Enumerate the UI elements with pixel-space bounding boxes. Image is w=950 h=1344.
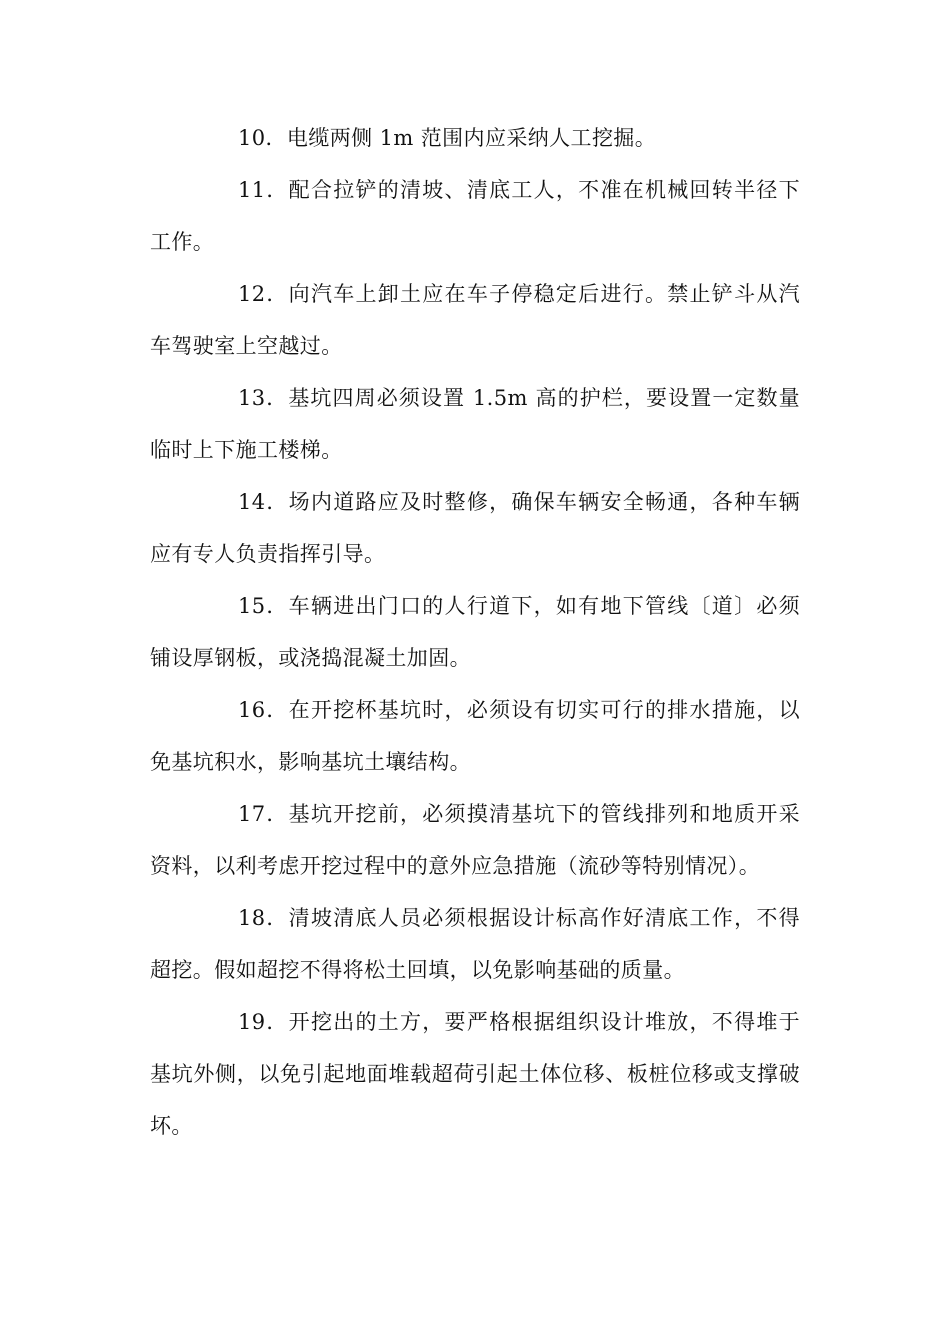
paragraph-text: 车辆进出门口的人行道下，如有地下管线〔道〕必须铺设厚钢板，或浇捣混凝土加固。 — [150, 594, 801, 670]
paragraph-number: 11． — [238, 178, 289, 202]
paragraph-19 — [150, 996, 800, 1152]
paragraph-13 — [150, 372, 800, 476]
paragraph-text: 开挖出的土方，要严格根据组织设计堆放，不得堆于基坑外侧，以免引起地面堆载超荷引起土体位移、板桩位移或支撑破坏。 — [150, 1010, 801, 1138]
paragraph-12 — [150, 268, 800, 372]
paragraph-number: 19． — [238, 1010, 289, 1034]
paragraph-16 — [150, 684, 800, 788]
paragraph-text: 配合拉铲的清坡、清底工人，不准在机械回转半径下工作。 — [150, 178, 801, 254]
paragraph-17 — [150, 788, 800, 892]
paragraph-text: 场内道路应及时整修，确保车辆安全畅通，各种车辆应有专人负责指挥引导。 — [150, 490, 801, 566]
paragraph-number: 12． — [238, 282, 289, 306]
paragraph-text: 基坑四周必须设置 1.5m 高的护栏，要设置一定数量临时上下施工楼梯。 — [150, 386, 801, 462]
paragraph-11 — [150, 164, 800, 268]
paragraph-number: 13． — [238, 386, 289, 410]
paragraph-number: 17． — [238, 802, 289, 826]
paragraph-10 — [150, 112, 800, 164]
paragraph-number: 14． — [238, 490, 289, 514]
document-body — [150, 112, 800, 1152]
paragraph-text: 清坡清底人员必须根据设计标高作好清底工作，不得超挖。假如超挖不得将松土回填，以免影响基础的质量。 — [150, 906, 801, 982]
paragraph-number: 16． — [238, 698, 289, 722]
paragraph-number: 10． — [238, 126, 287, 150]
paragraph-15 — [150, 580, 800, 684]
paragraph-14 — [150, 476, 800, 580]
paragraph-text: 向汽车上卸土应在车子停稳定后进行。禁止铲斗从汽车驾驶室上空越过。 — [150, 282, 801, 358]
paragraph-18 — [150, 892, 800, 996]
paragraph-number: 18． — [238, 906, 289, 930]
paragraph-text: 在开挖杯基坑时，必须设有切实可行的排水措施，以免基坑积水，影响基坑土壤结构。 — [150, 698, 801, 774]
paragraph-text: 基坑开挖前，必须摸清基坑下的管线排列和地质开采资料，以利考虑开挖过程中的意外应急措施（流砂等特别情况）。 — [150, 802, 801, 878]
paragraph-number: 15． — [238, 594, 289, 618]
paragraph-text: 电缆两侧 1m 范围内应采纳人工挖掘。 — [286, 126, 657, 150]
